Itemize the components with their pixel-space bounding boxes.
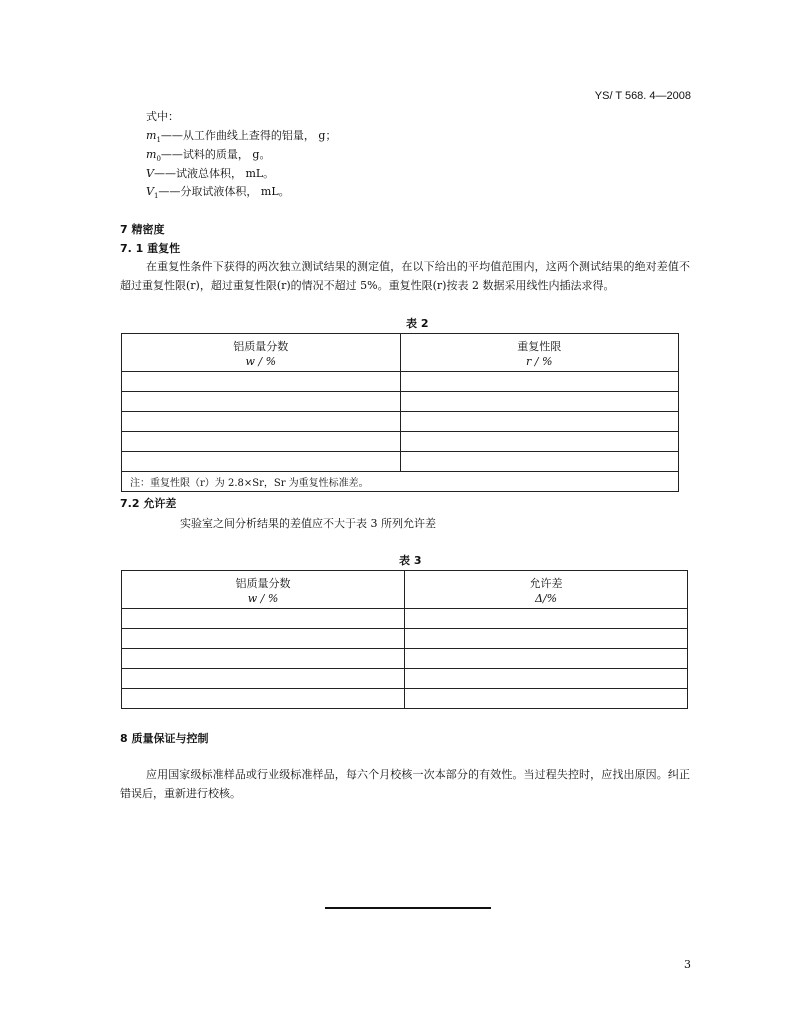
var-symbol: m	[146, 148, 157, 161]
section-7-heading: 7 精密度	[120, 223, 165, 236]
table-cell	[405, 629, 688, 649]
var-description: ——试料的质量， g。	[160, 148, 271, 161]
table-cell	[400, 412, 679, 432]
standard-number: YS/ T 568. 4—2008	[594, 90, 691, 102]
table-row	[122, 669, 688, 689]
column-unit: w / %	[247, 592, 279, 605]
table-cell	[122, 649, 405, 669]
column-title: 允许差	[529, 577, 563, 590]
table-row	[122, 412, 679, 432]
section-7-2-heading: 7.2 允许差	[120, 497, 177, 510]
var-symbol: V	[146, 185, 154, 198]
table-cell	[122, 392, 401, 412]
table-2-header-mass-fraction	[122, 334, 401, 372]
table-cell	[405, 649, 688, 669]
table-row	[122, 452, 679, 472]
var-subscript: 0	[156, 155, 161, 164]
table-2	[121, 333, 679, 492]
table-cell	[405, 609, 688, 629]
var-description: ——试液总体积， mL。	[153, 167, 275, 180]
table-3-caption: 表 3	[399, 554, 422, 567]
table-3	[121, 570, 688, 709]
table-cell	[122, 372, 401, 392]
column-unit: r / %	[526, 355, 553, 368]
table-cell	[122, 609, 405, 629]
column-title: 铝质量分数	[233, 340, 289, 353]
column-unit: Δ/%	[534, 592, 558, 605]
table-cell	[122, 629, 405, 649]
var-description: ——从工作曲线上查得的铝量， g；	[160, 129, 337, 142]
table-cell	[405, 669, 688, 689]
table-cell	[400, 372, 679, 392]
table-row	[122, 629, 688, 649]
var-v	[146, 165, 274, 181]
column-title: 重复性限	[517, 340, 562, 353]
table-2-note-row	[122, 472, 679, 492]
var-v1	[146, 183, 290, 200]
section-7-1-heading: 7. 1 重复性	[120, 242, 181, 255]
table-2-caption: 表 2	[406, 317, 429, 330]
var-subscript: 1	[153, 192, 159, 201]
table-3-header-mass-fraction	[122, 571, 405, 609]
table-row	[122, 372, 679, 392]
column-title: 铝质量分数	[235, 577, 291, 590]
table-row	[122, 689, 688, 709]
table-cell	[405, 689, 688, 709]
section-7-1-paragraph: 在重复性条件下获得的两次独立测试结果的测定值，在以下给出的平均值范围内，这两个测试结果的绝对差值不超过重复性限(r)，超过重复性限(r)的情况不超过 5%。重复性限(r)按表 2 数据采用线性内插法求得。	[120, 260, 690, 292]
table-cell	[400, 392, 679, 412]
table-cell	[122, 432, 401, 452]
table-cell	[122, 452, 401, 472]
table-cell	[122, 412, 401, 432]
table-3-header-tolerance	[405, 571, 688, 609]
table-cell	[400, 452, 679, 472]
table-2-header-repeatability	[400, 334, 679, 372]
section-8-heading: 8 质量保证与控制	[120, 732, 209, 745]
column-unit: w / %	[245, 355, 277, 368]
table-cell	[400, 432, 679, 452]
var-symbol: V	[146, 167, 154, 180]
table-row	[122, 432, 679, 452]
section-7-2-paragraph: 实验室之间分析结果的差值应不大于表 3 所列允许差	[180, 517, 436, 530]
section-8-paragraph: 应用国家级标准样品或行业级标准样品，每六个月校核一次本部分的有效性。当过程失控时，应找出原因。纠正错误后，重新进行校核。	[120, 768, 690, 800]
table-row	[122, 609, 688, 629]
end-of-document-rule	[325, 907, 491, 909]
var-symbol: m	[146, 129, 157, 142]
table-row	[122, 392, 679, 412]
page-number: 3	[684, 958, 691, 971]
var-m0	[146, 146, 270, 163]
table-cell	[122, 669, 405, 689]
var-subscript: 1	[156, 136, 161, 145]
var-description: ——分取试液体积， mL。	[158, 185, 290, 198]
table-cell	[122, 689, 405, 709]
table-row	[122, 649, 688, 669]
var-m1	[146, 127, 336, 144]
formula-where-label: 式中：	[146, 110, 179, 123]
table-2-note: 注：重复性限（r）为 2.8×Sr，Sr 为重复性标准差。	[122, 472, 679, 492]
